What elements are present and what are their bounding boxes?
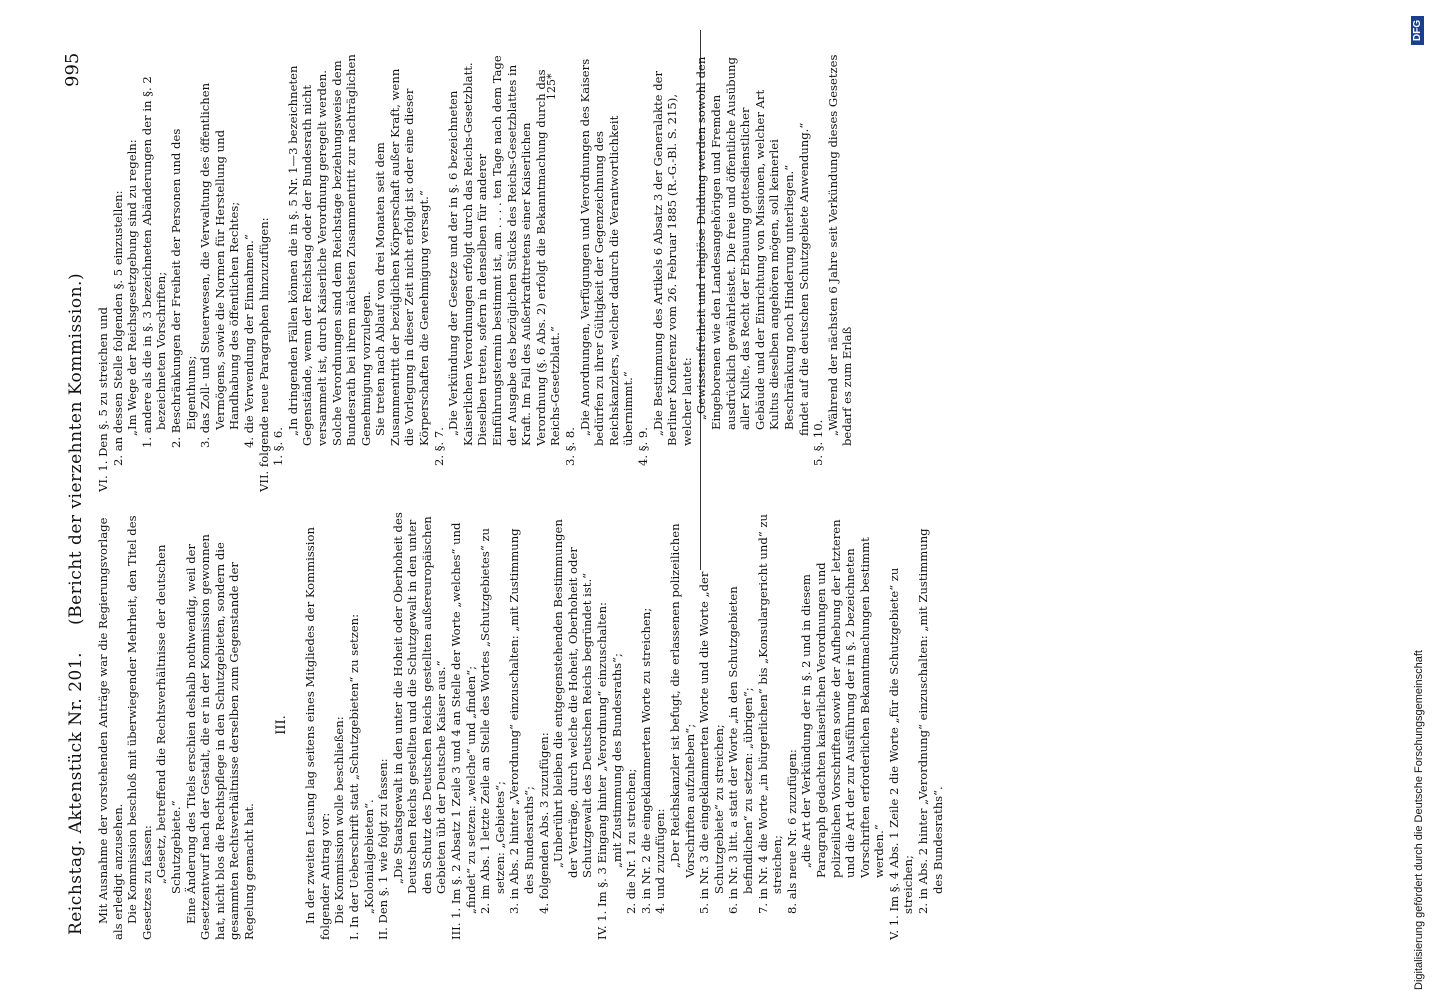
page-number: 995 (62, 52, 83, 87)
text-line: „Der Reichskanzler ist befugt, die erlassenen polizeilichen Vorschriften aufzuheben“; (667, 523, 697, 878)
text-line: 2. im Abs. 1 letzte Zeile an Stelle des Wortes „Schutzgebietes“ zu setzen: „Gebietes“; (478, 527, 507, 914)
text-line: „mit Zustimmung des Bundesraths“; (609, 653, 624, 868)
text-line: findet auf die deutschen Schutzgebiete Anwendung.“ (796, 122, 811, 436)
text-line: „Gewissensfreiheit und religiöse Duldung werden sowohl den Eingeborenen wie den Landesangehörigen und Fremden ausdrücklich gewährleistet. Die freie und öffentliche Ausübung aller Kulte, das Recht der Erbauung gottesdienstlicher Gebäude und der Einrichtung von Missionen, welcher Art Kultus dieselben angehören mögen, soll keinerlei Beschränkung noch Hinderung unterliegen.“ (694, 56, 796, 430)
text-line: 3. in Abs. 2 hinter „Verordnung“ einzuschalten: „mit Zustimmung des Bundesraths“; (507, 528, 537, 914)
text-line: III. 1. Im §. 2 Absatz 1 Zeile 3 und 4 an Stelle der Worte „welches“ und „findet“ zu setzen: „welche“ und „finden“; (449, 522, 478, 940)
text-line: 5. in Nr. 3 die eingeklammerten Worte und die Worte „der Schutzgebiete“ zu streichen; (697, 571, 726, 914)
text-line: 1. andere als die in §. 3 bezeichneten Abänderungen der in §. 2 bezeichneten Vorschriften; (139, 76, 169, 448)
header-middle: (Bericht der vierzehnten Kommission.) (66, 272, 86, 625)
footer (1410, 0, 1430, 1000)
header-left: Reichstag. Aktenstück Nr. 201. (66, 651, 86, 935)
text-line: „Die Verkündung der Gesetze und der in §. 6 bezeichneten Kaiserlichen Verordnungen erfolgt durch das Reichs-Gesetzblatt. Dieselben treten, sofern in denselben für anderer Einführungstermin bestimmt ist, am . . . . ten Tage nach dem Tage der Ausgabe des bezüglichen Stücks des Reichs-Gesetzblattes in Kraft. Im Fall des Außerkrafttretens einer Kaiserlichen Verordnung (§. 6 Abs. 2) erfolgt die Bekanntmachung durch das Reichs-Gesetzblatt.“ (446, 55, 563, 446)
page-header (56, 52, 96, 945)
text-line: 3. §. 8. (563, 427, 577, 466)
left-column (96, 510, 945, 940)
text-line: 7. in Nr. 4 die Worte „in bürgerlichen“ bis „Konsulargericht und“ zu streichen; (755, 514, 785, 914)
text-line: 3. das Zoll- und Steuerwesen, die Verwaltung des öffentlichen Vermögens, sowie die Normen für Herstellung und Handhabung des öffentlichen Rechtes; (198, 82, 242, 448)
signature-mark: 125* (545, 73, 558, 100)
text-line: „Die Anordnungen, Verfügungen und Verordnungen des Kaisers bedürfen zu ihrer Gültigkeit der Gegenzeichnung des Reichskanzlers, welcher dadurch die Verantwortlichkeit übernimmt.“ (577, 58, 636, 446)
footer-text: Digitalisierung gefördert durch die Deutsche Forschungsgemeinschaft (1413, 650, 1425, 990)
text-line: Mit Ausnahme der vorstehenden Anträge war die Regierungsvorlage als erledigt anzusehen. (96, 517, 125, 940)
text-line: 4. die Verwendung der Einnahmen.“ (241, 234, 256, 448)
text-line: „Unberührt bleiben die entgegenstehenden Bestimmungen der Verträge, durch welche die Hoheit, Oberhoheit oder Schutzgewalt des Deutschen Reichs begründet ist.“ (551, 519, 595, 878)
text-line: Eine Änderung des Titels erschien deshalb nothwendig, weil der Gesetzentwurf nach der Gestalt, die er in der Kommission gewonnen hat, nicht blos die Rechtspflege in den Schutzgebieten, sondern die gesammten Rechtsverhältnisse derselben zum Gegenstande der Regelung gemacht hat. (183, 534, 256, 940)
text-line: 2. in Abs. 2 hinter „Verordnung“ einzuschalten: „mit Zustimmung des Bundesraths“. (916, 528, 945, 914)
text-line: 8. als neue Nr. 6 zuzufügen: (784, 749, 799, 914)
text-line: „Gesetz, betreffend die Rechtsverhältnisse der deutschen Schutzgebiete.“ (154, 544, 183, 894)
text-line: „Die Bestimmung des Artikels 6 Absatz 3 der Generalakte der Berliner Konferenz vom 26. Februar 1885 (R.-G.-Bl. S. 215), welcher lautet: (650, 70, 694, 446)
text-line: In der zweiten Lesung lag seitens eines Mitgliedes der Kommission folgender Antrag vor: (303, 527, 332, 940)
right-column (96, 52, 855, 492)
text-line: 5. §. 10. (811, 419, 826, 466)
text-line: I. In der Ueberschrift statt „Schutzgebieten“ zu setzen: „Kolonialgebieten“. (346, 613, 376, 940)
text-line: VII. folgende neue Paragraphen hinzuzufügen: (256, 217, 271, 492)
text-line: 3. in Nr. 2 die eingeklammerten Worte zu streichen; (638, 607, 653, 914)
text-line: VI. 1. Den §. 5 zu streichen und (96, 307, 110, 492)
text-line: 1. §. 6. (271, 427, 286, 466)
text-line: 2. an dessen Stelle folgenden §. 5 einzustellen: (110, 190, 125, 466)
text-line: 4. folgenden Abs. 3 zuzufügen: (536, 732, 551, 914)
text-line: III. (273, 715, 289, 735)
text-line: „die Art der Verkündung der in §. 2 und in diesem Paragraph gedachten kaiserlichen Verordnungen und polizeilichen Vorschriften sowie der Aufhebung der letzteren und die Art der zur Ausführung der in §. 2 bezeichneten Vorschriften erforderlichen Bekanntmachungen bestimmt werden.“ (799, 519, 887, 878)
text-line: Die Kommission beschloß mit überwiegender Mehrheit, den Titel des Gesetzes zu fassen: (125, 515, 154, 940)
text-line: 2. §. 7. (431, 427, 446, 466)
text-line: Sie treten nach Ablauf von drei Monaten seit dem Zusammentritt der bezüglichen Körperschaft außer Kraft, wenn die Vorlegung in dieser Zeit nicht erfolgt ist oder eine dieser Körperschaften die Genehmigung versagt.“ (373, 68, 432, 446)
text-line: 4. §. 9. (635, 427, 650, 466)
text-line: Die Kommission wolle beschließen: (332, 716, 347, 924)
text-line: „Im Wege der Reichsgesetzgebung sind zu regeln: (125, 139, 140, 436)
text-line: „In dringenden Fällen können die in §. 5 Nr. 1—3 bezeichneten Gegenstände, wenn der Reichstag oder der Bundesrath nicht versammelt ist, durch Kaiserliche Verordnung geregelt werden. Solche Verordnungen sind dem Reichstage beziehungsweise dem Bundesrath bei ihrem nächsten Zusammentritt zur nachträglichen Genehmigung vorzulegen. (285, 54, 373, 446)
text-line: „Die Staatsgewalt in den unter die Hoheit oder Oberhoheit des Deutschen Reichs gestellten und die Schutzgewalt in den unter den Schutz des Deutschen Reichs gestellten außereuropäischen Gebieten übt der Deutsche Kaiser aus.“ (390, 512, 449, 894)
text-line: 6. in Nr. 3 litt. a statt der Worte „in den Schutzgebieten befindlichen“ zu setzen: „übrigen“; (726, 586, 755, 914)
text-line: 2. die Nr. 1 zu streichen; (624, 768, 639, 914)
text-line: II. Den §. 1 wie folgt zu fassen: (376, 758, 391, 940)
text-line: IV. 1. Im §. 3 Eingang hinter „Verordnung“ einzuschalten: (595, 602, 609, 940)
dfg-badge: DFG (1411, 16, 1424, 45)
text-line: „Während der nächsten 6 Jahre seit Verkündung dieses Gesetzes bedarf es zum Erlaß (825, 54, 855, 446)
text-line: V. 1. Im §. 4 Abs. 1 Zeile 2 die Worte „für die Schutzgebiete“ zu streichen; (886, 567, 916, 940)
text-line: 4. und zuzufügen: (653, 808, 668, 914)
text-line: 2. Beschränkungen der Freiheit der Personen und des Eigenthums; (168, 128, 198, 448)
